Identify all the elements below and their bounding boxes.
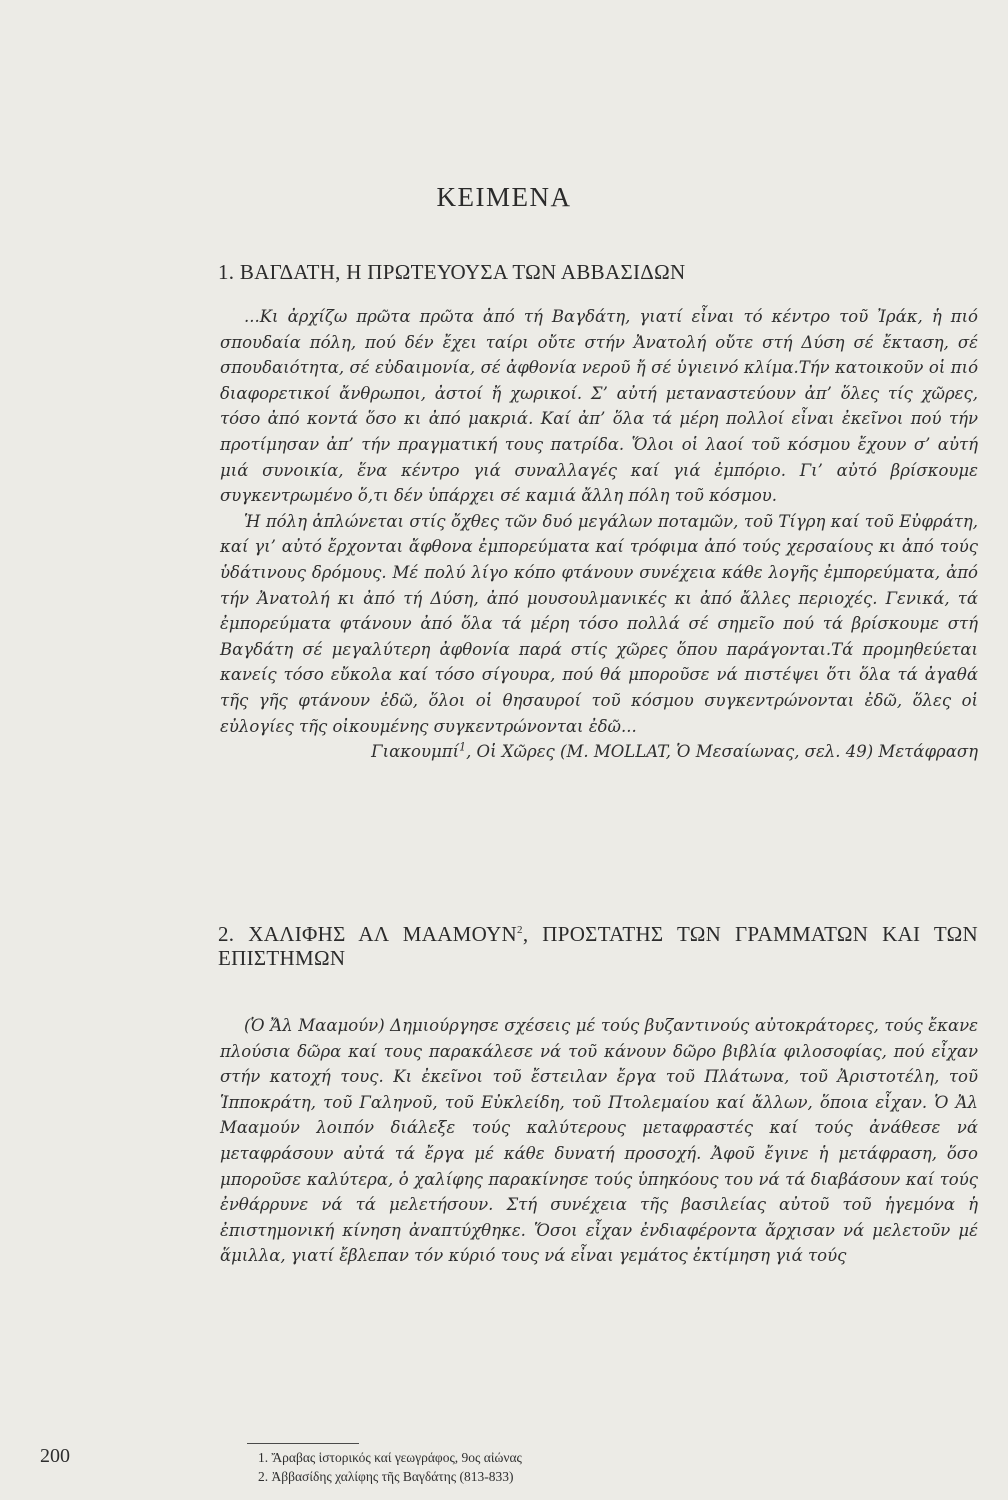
section-2-heading-main: 2. ΧΑΛΙΦΗΣ ΑΛ ΜΑΑΜΟΥΝ <box>218 922 517 946</box>
footnote-marker-1: 1 <box>459 740 467 754</box>
footnote-2: 2. Ἀββασίδης χαλίφης τῆς Βαγδάτης (813-833) <box>258 1469 514 1484</box>
footnote-marker-2: 2 <box>517 924 523 936</box>
footnote-divider <box>247 1443 359 1444</box>
section-1-body <box>220 304 978 765</box>
section-1-heading: 1. ΒΑΓΔΑΤΗ, Η ΠΡΩΤΕΥΟΥΣΑ ΤΩΝ ΑΒΒΑΣΙΔΩΝ <box>218 260 686 284</box>
footnotes <box>258 1448 858 1486</box>
footnote-1: 1. Ἄραβας ἱστορικός καί γεωγράφος, 9ος αἰώνας <box>258 1450 522 1465</box>
section-2-paragraph-1: (Ὁ Ἄλ Μααμούν) Δημιούργησε σχέσεις μέ τούς βυζαντινούς αὐτοκράτορες, τούς ἔκανε πλούσια δῶρα καί τους παρακάλεσε νά τοῦ κάνουν δῶρο βιβλία φιλοσοφίας, πού εἶχαν στήν κατοχή τους. Κι ἐκεῖνοι τοῦ ἔστειλαν ἔργα τοῦ Πλάτωνα, τοῦ Ἀριστοτέλη, τοῦ Ἱπποκράτη, τοῦ Γαληνοῦ, τοῦ Εὐκλείδη, τοῦ Πτολεμαίου καί ἄλλων, ὅποια εἶχαν. Ὁ Ἀλ Μααμούν λοιπόν διάλεξε τούς καλύτερους μεταφραστές καί τούς ἀνάθεσε νά μεταφράσουν αὐτά τά ἔργα μέ κάθε δυνατή προσοχή. Ἀφοῦ ἔγινε ἡ μετάφραση, ὅσο μποροῦσε καλύτερα, ὁ χαλίφης παρακίνησε τούς ὑπηκόους του νά τά διαβάσουν καί τούς ἐνθάρρυνε νά τά μελετήσουν. Στή συνέχεια τῆς βασιλείας αὐτοῦ τοῦ ἡγεμόνα ἡ ἐπιστημονική κίνηση ἀναπτύχθηκε. Ὅσοι εἶχαν ἐνδιαφέροντα ἄρχισαν νά μελετοῦν μέ ἅμιλλα, γιατί ἔβλεπαν τόν κύριό τους νά εἶναι γεμάτος ἐκτίμηση γιά τούς <box>220 1016 978 1266</box>
citation-author: Γιακουμπί <box>371 742 460 762</box>
citation-source: , Οἱ Χῶρες (Μ. MOLLAT, Ὁ Μεσαίωνας, σελ. 49) Μετάφραση <box>466 742 978 762</box>
page-title: ΚΕΙΜΕΝΑ <box>436 182 572 212</box>
section-2-heading <box>218 922 978 970</box>
section-2-body <box>220 1013 978 1269</box>
section-2-heading-rest: , ΠΡΟΣΤΑΤΗΣ ΤΩΝ ΓΡΑΜΜΑΤΩΝ ΚΑΙ ΤΩΝ ΕΠΙΣΤΗΜΩΝ <box>218 922 978 970</box>
section-1-citation <box>220 739 978 765</box>
section-1-paragraph-1: ...Κι ἀρχίζω πρῶτα πρῶτα ἀπό τή Βαγδάτη, γιατί εἶναι τό κέντρο τοῦ Ἰράκ, ἡ πιό σπουδαία πόλη, πού δέν ἔχει ταίρι οὔτε στήν Ἀνατολή οὔτε στή Δύση σέ ἔκταση, σέ σπουδαιότητα, σέ εὐδαιμονία, σέ ἀφθονία νεροῦ ἤ σέ ὑγιεινό κλίμα.Τήν κατοικοῦν οἱ πιό διαφορετικοί ἄνθρωποι, ἀστοί ἤ χωρικοί. Σ’ αὐτή μεταναστεύουν ἀπ’ ὅλες τίς χῶρες, τόσο ἀπό κοντά ὅσο κι ἀπό μακριά. Καί ἀπ’ ὅλα τά μέρη πολλοί εἶναι ἐκεῖνοι πού τήν προτίμησαν ἀπ’ τήν πραγματική τους πατρίδα. Ὅλοι οἱ λαοί τοῦ κόσμου ἔχουν σ’ αὐτή μιά συνοικία, ἕνα κέντρο γιά συναλλαγές καί γιά ἐμπόριο. Γι’ αὐτό βρίσκουμε συγκεντρωμένο ὅ,τι δέν ὑπάρχει σέ καμιά ἄλλη πόλη τοῦ κόσμου. <box>220 307 978 506</box>
section-1-paragraph-2: Ἡ πόλη ἁπλώνεται στίς ὄχθες τῶν δυό μεγάλων ποταμῶν, τοῦ Τίγρη καί τοῦ Εὐφράτη, καί γι’ αὐτό ἔρχονται ἄφθονα ἐμπορεύματα καί τρόφιμα ἀπό τούς χερσαίους κι ἀπό τούς ὑδάτινους δρόμους. Μέ πολύ λίγο κόπο φτάνουν συνέχεια κάθε λογῆς ἐμπορεύματα, ἀπό τήν Ἀνατολή κι ἀπό τή Δύση, ἀπό μουσουλμανικές κι ἀπό ἄλλες περιοχές. Γενικά, τά ἐμπορεύματα φτάνουν ἀπό ὅλα τά μέρη τόσο πολλά σέ σημεῖο πού τά βρίσκουμε στή Βαγδάτη σέ μεγαλύτερη ἀφθονία παρά στίς χῶρες ὅπου παράγονται.Τά προμηθεύεται κανείς τόσο εὔκολα καί τόσο σίγουρα, πού θά μποροῦσε νά πιστέψει ὅτι ὅλα τά ἀγαθά τῆς γῆς φτάνουν ἐδῶ, ὅλοι οἱ θησαυροί τοῦ κόσμου συγκεντρώνονται ἐδῶ, ὅλες οἱ εὐλογίες τῆς οἰκουμένης συγκεντρώνονται ἐδῶ... <box>220 511 978 736</box>
page-number: 200 <box>40 1445 70 1467</box>
